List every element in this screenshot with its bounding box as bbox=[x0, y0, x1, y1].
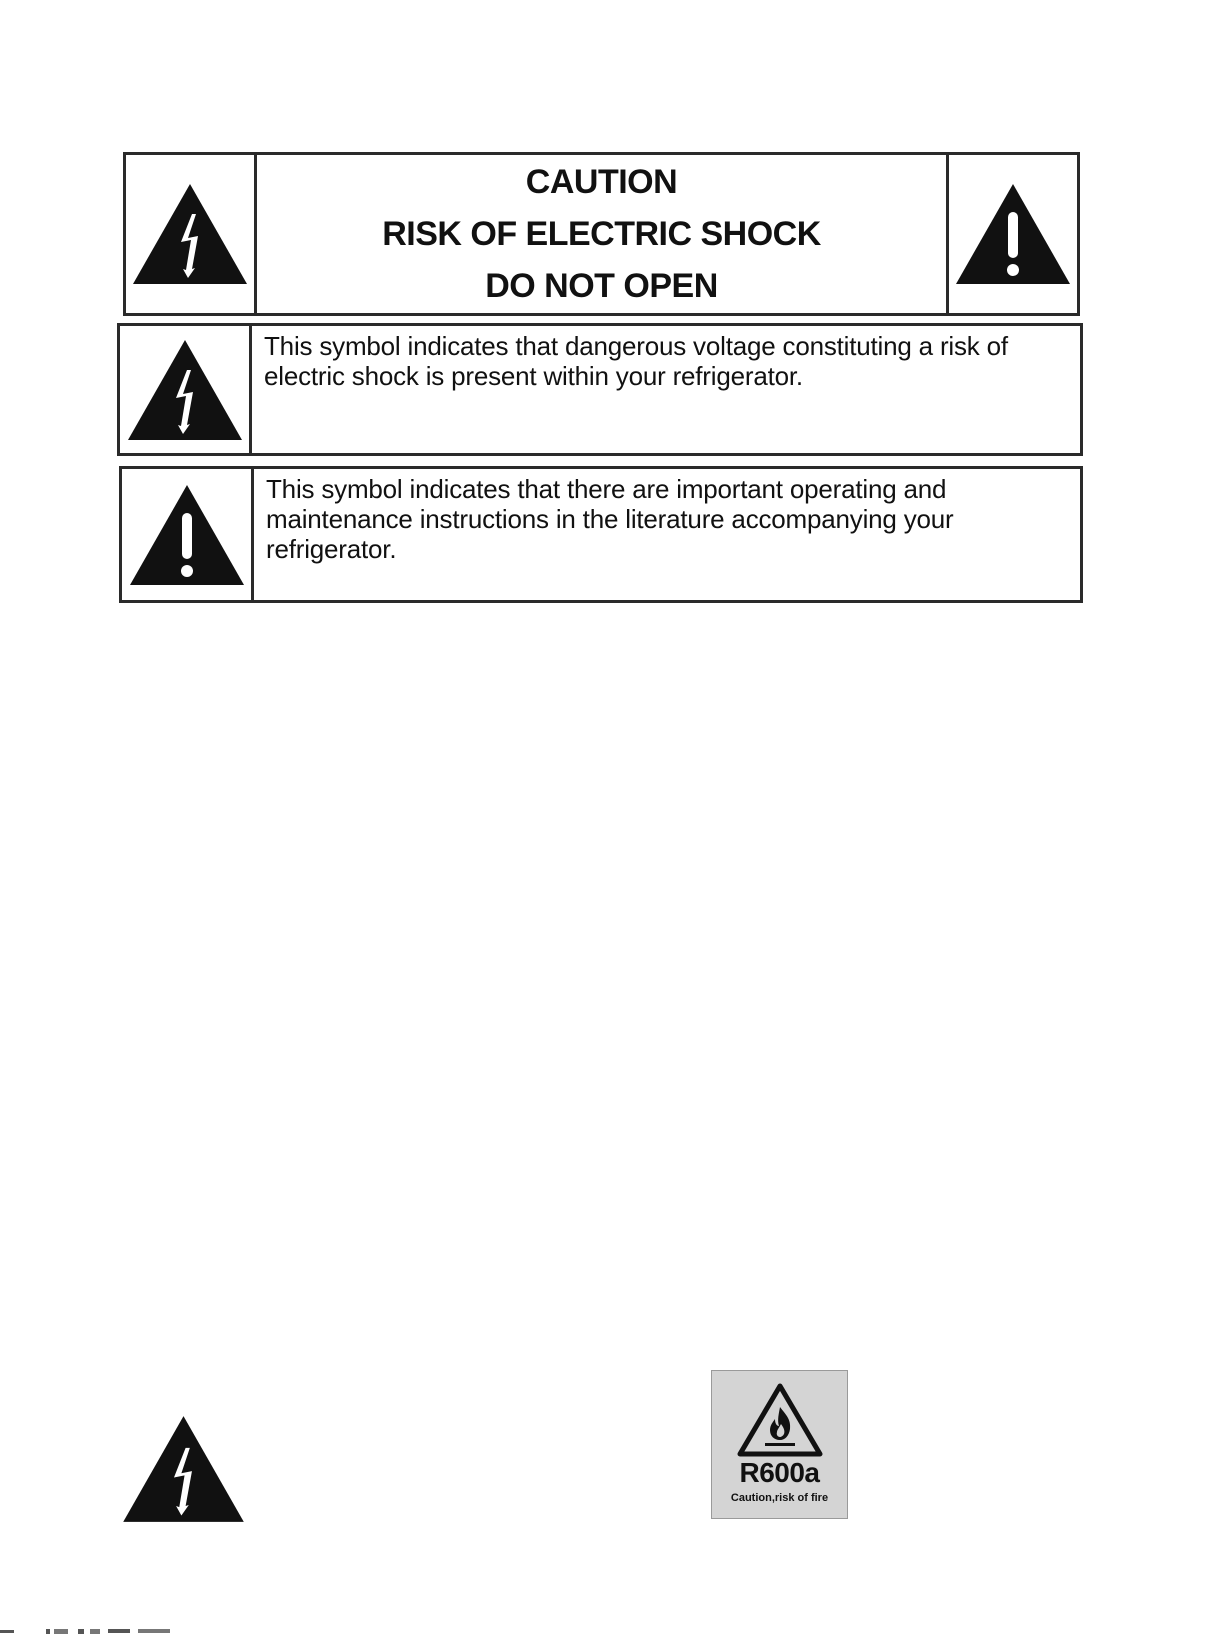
symbol-explanation-voltage bbox=[117, 323, 1083, 456]
refrigerant-caption: Caution,risk of fire bbox=[730, 1492, 829, 1504]
refrigerant-code: R600a bbox=[739, 1457, 820, 1488]
instructions-icon-cell bbox=[122, 469, 251, 600]
caution-text bbox=[254, 155, 949, 313]
symbol-explanation-instructions bbox=[119, 466, 1083, 603]
exclamation-warning-icon bbox=[128, 483, 246, 587]
caution-box bbox=[123, 152, 1080, 316]
refrigerant-label bbox=[711, 1370, 848, 1519]
flame-warning-icon bbox=[737, 1383, 823, 1457]
voltage-explanation-text: This symbol indicates that dangerous voltage constituting a risk of electric shock is present within your refrigerator. bbox=[249, 326, 1080, 453]
caution-line-3: DO NOT OPEN bbox=[485, 267, 718, 305]
standalone-symbol bbox=[120, 1414, 247, 1524]
caution-right-icon-cell bbox=[949, 155, 1077, 313]
instructions-explanation-text: This symbol indicates that there are important operating and maintenance instructions in the literature accompanying your refrigerator. bbox=[251, 469, 1080, 600]
caution-line-2: RISK OF ELECTRIC SHOCK bbox=[382, 215, 821, 253]
voltage-icon-cell bbox=[120, 326, 249, 453]
lightning-warning-icon bbox=[120, 1414, 247, 1524]
lightning-warning-icon bbox=[126, 338, 244, 442]
lightning-warning-icon bbox=[131, 182, 249, 286]
bottom-edge-marks bbox=[0, 1628, 180, 1635]
caution-line-1: CAUTION bbox=[525, 163, 678, 201]
caution-left-icon-cell bbox=[126, 155, 254, 313]
exclamation-warning-icon bbox=[954, 182, 1072, 286]
